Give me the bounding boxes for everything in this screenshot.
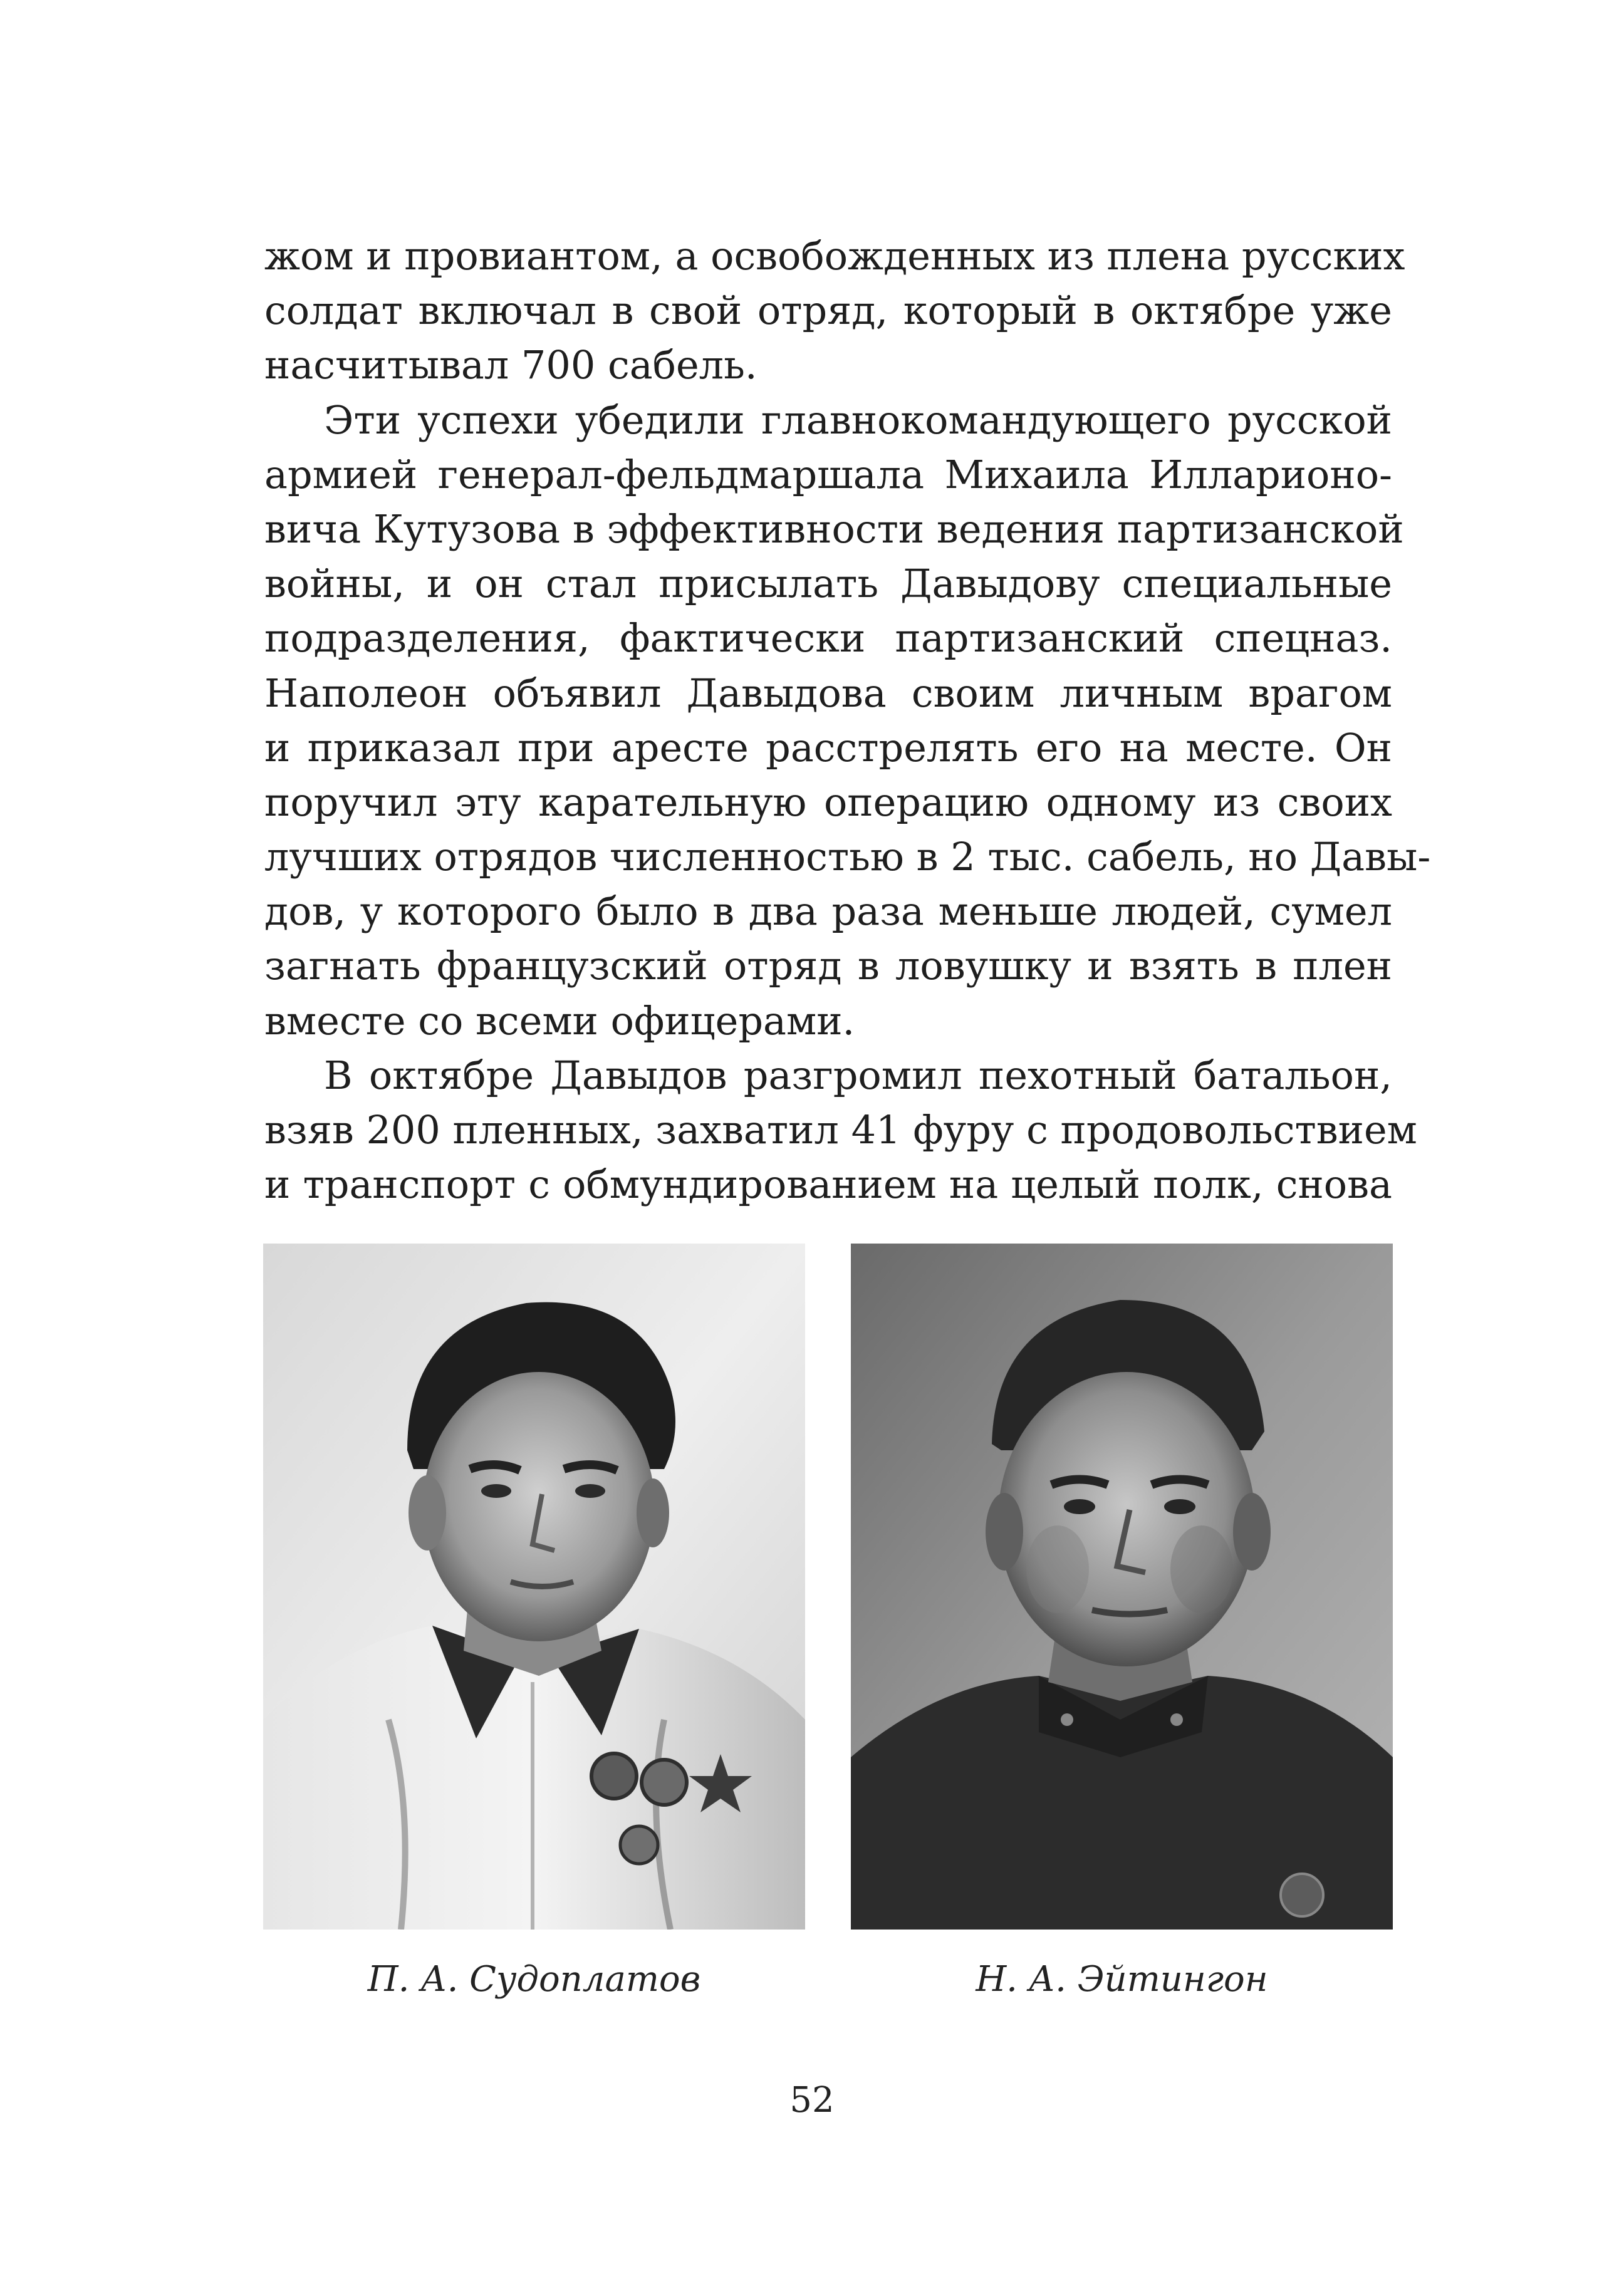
text-line: армией генерал-фельдмаршала Михаила Илларионо- — [264, 451, 1392, 497]
portrait-photo-sudoplatov — [263, 1244, 805, 1930]
text-line: загнать французский отряд в ловушку и взять в плен — [264, 943, 1392, 989]
text-line: В октябре Давыдов разгромил пехотный батальон, — [324, 1052, 1392, 1098]
text-line: насчитывал 700 сабель. — [264, 342, 757, 388]
text-line: Эти успехи убедили главнокомандующего русской — [324, 397, 1392, 443]
text-line: вместе со всеми офицерами. — [264, 997, 855, 1044]
text-line: Наполеон объявил Давыдова своим личным врагом — [264, 670, 1392, 716]
body-text — [264, 229, 1431, 1212]
portrait-image — [851, 1244, 1393, 1930]
text-line: и транспорт с обмундированием на целый полк, снова — [264, 1161, 1392, 1208]
page-number: 52 — [789, 2080, 835, 2121]
text-line: солдат включал в свой отряд, который в октябре уже — [264, 288, 1392, 334]
figure-caption: Н. А. Эйтингон — [976, 1959, 1268, 2000]
text-line: взяв 200 пленных, захватил 41 фуру с продовольствием — [264, 1107, 1417, 1153]
text-line: подразделения, фактически партизанский спецназ. — [264, 615, 1392, 662]
text-line: жом и провиантом, а освобожденных из плена русских — [264, 233, 1405, 279]
text-line: дов, у которого было в два раза меньше людей, сумел — [264, 888, 1392, 935]
text-line: войны, и он стал присылать Давыдову специальные — [264, 561, 1392, 607]
portrait-photo-eitingon — [851, 1244, 1393, 1930]
text-line: поручил эту карательную операцию одному из своих — [264, 779, 1392, 825]
text-line: и приказал при аресте расстрелять его на месте. Он — [264, 724, 1392, 771]
portrait-image — [263, 1244, 805, 1930]
text-line: лучших отрядов численностью в 2 тыс. сабель, но Давы- — [264, 834, 1431, 880]
text-line: вича Кутузова в эффективности ведения партизанской — [264, 506, 1404, 552]
figure-caption: П. А. Судоплатов — [367, 1959, 701, 2000]
